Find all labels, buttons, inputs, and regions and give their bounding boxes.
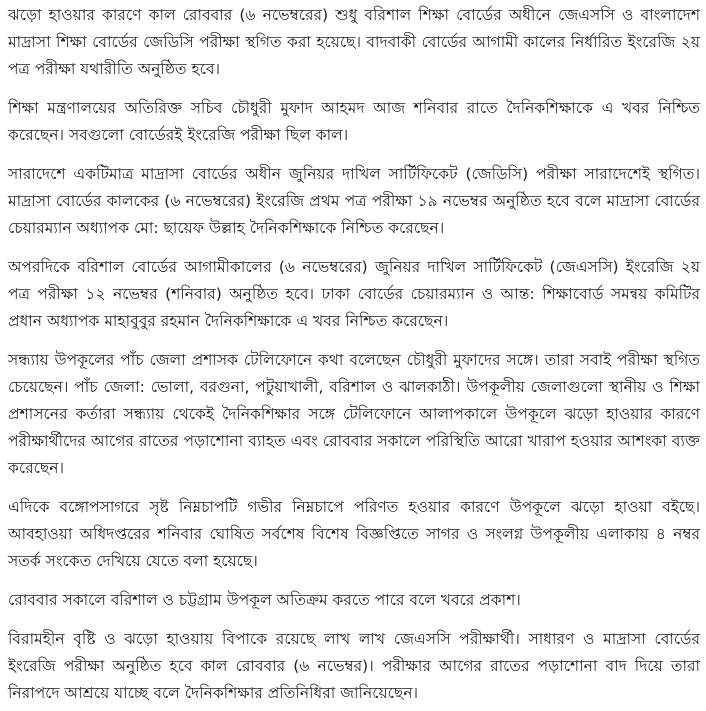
article-paragraph-3: সারাদেশে একটিমাত্র মাদ্রাসা বোর্ডের অধীন জুনিয়র দাখিল সার্টিফিকেট (জেডিসি) পরীক্ষা সারাদেশেই স্থগিত। মাদ্রাসা বোর্ডের কালকের (৬ নভেম্বরের) ইংরেজি প্রথম পত্র পরীক্ষা ১৯ নভেম্বর অনুষ্ঠিত হবে বলে মাদ্রাসা বোর্ডের চেয়ারম্যান অধ্যাপক মো: ছায়েফ উল্লাহ দৈনিকশিক্ষাকে নিশ্চিত করেছেন। xyxy=(8,165,700,237)
article-paragraph-4: অপরদিকে বরিশাল বোর্ডের আগামীকালের (৬ নভেম্বরের) জুনিয়র দাখিল সার্টিফিকেট (জেএসসি) ইংরেজি ২য় পত্র পরীক্ষা ১২ নভেম্বর (শনিবার) অনুষ্ঠিত হবে। ঢাকা বোর্ডের চেয়ারম্যান ও আন্ত: শিক্ষাবোর্ড সমন্বয় কমিটির প্রধান অধ্যাপক মাহাবুবুর রহমান দৈনিকশিক্ষাকে এ খবর নিশ্চিত করেছেন। xyxy=(8,258,700,330)
article-paragraph-5: সন্ধ্যায় উপকূলের পাঁচ জেলা প্রশাসক টেলিফোনে কথা বলেছেন চৌধুরী মুফাদের সঙ্গে। তারা সবাই পরীক্ষা স্থগিত চেয়েছেন। পাঁচ জেলা: ভোলা, বরগুনা, পটুয়াখালী, বরিশাল ও ঝালকাঠী। উপকূলীয় জেলাগুলো স্থানীয় ও শিক্ষা প্রশাসনের কর্তারা সন্ধ্যায় থেকেই দৈনিকশিক্ষার সঙ্গে টেলিফোনে আলাপকালে উপকূলে ঝড়ো হাওয়ার কারণে পরীক্ষার্থীদের আগের রাতের পড়াশোনা ব্যাহত এবং রোববার সকালে পরিস্থিতি আরো খারাপ হওয়ার আশংকা ব্যক্ত করেছেন। xyxy=(8,351,700,477)
article-paragraph-1: ঝড়ো হাওয়ার কারণে কাল রোববার (৬ নভেম্বরের) শুধু বরিশাল শিক্ষা বোর্ডের অধীনে জেএসসি ও বাংলাদেশ মাদ্রাসা শিক্ষা বোর্ডের জেডিসি পরীক্ষা স্থগিত করা হয়েছে। বাদবাকী বোর্ডের আগামী কালের নির্ধারিত ইংরেজি ২য় পত্র পরীক্ষা যথারীতি অনুষ্ঠিত হবে। xyxy=(8,6,700,78)
article-paragraph-7: রোববার সকালে বরিশাল ও চট্টগ্রাম উপকূল অতিক্রম করতে পারে বলে খবরে প্রকাশ। xyxy=(8,591,521,609)
article-paragraph-8: বিরামহীন বৃষ্টি ও ঝড়ো হাওয়ায় বিপাকে রয়েছে লাখ লাখ জেএসসি পরীক্ষার্থী। সাধারণ ও মাদ্রাসা বোর্ডের ইংরেজি পরীক্ষা অনুষ্ঠিত হবে কাল রোববার (৬ নভেম্বর)। পরীক্ষার আগের রাতের পড়াশোনা বাদ দিয়ে তারা নিরাপদে আশ্রয়ে যাচ্ছে বলে দৈনিকশিক্ষার প্রতিনিধিরা জানিয়েছেন। xyxy=(8,630,700,702)
article-paragraph-6: এদিকে বঙ্গোপসাগরে সৃষ্ট নিম্নচাপটি গভীর নিম্নচাপে পরিণত হওয়ার কারণে উপকূলে ঝড়ো হাওয়া বইছে। আবহাওয়া অধিদপ্তরের শনিবার ঘোষিত সর্বশেষ বিশেষ বিজ্ঞপ্তিতে সাগর ও সংলগ্ন উপকূলীয় এলাকায় ৪ নম্বর সতর্ক সংকেত দেখিয়ে যেতে বলা হয়েছে। xyxy=(8,498,700,570)
article-paragraph-2: শিক্ষা মন্ত্রণালয়ের অতিরিক্ত সচিব চৌধুরী মুফাদ আহমদ আজ শনিবার রাতে দৈনিকশিক্ষাকে এ খবর নিশ্চিত করেছেন। সবগুলো বোর্ডেরই ইংরেজি পরীক্ষা ছিল কাল। xyxy=(8,99,700,144)
